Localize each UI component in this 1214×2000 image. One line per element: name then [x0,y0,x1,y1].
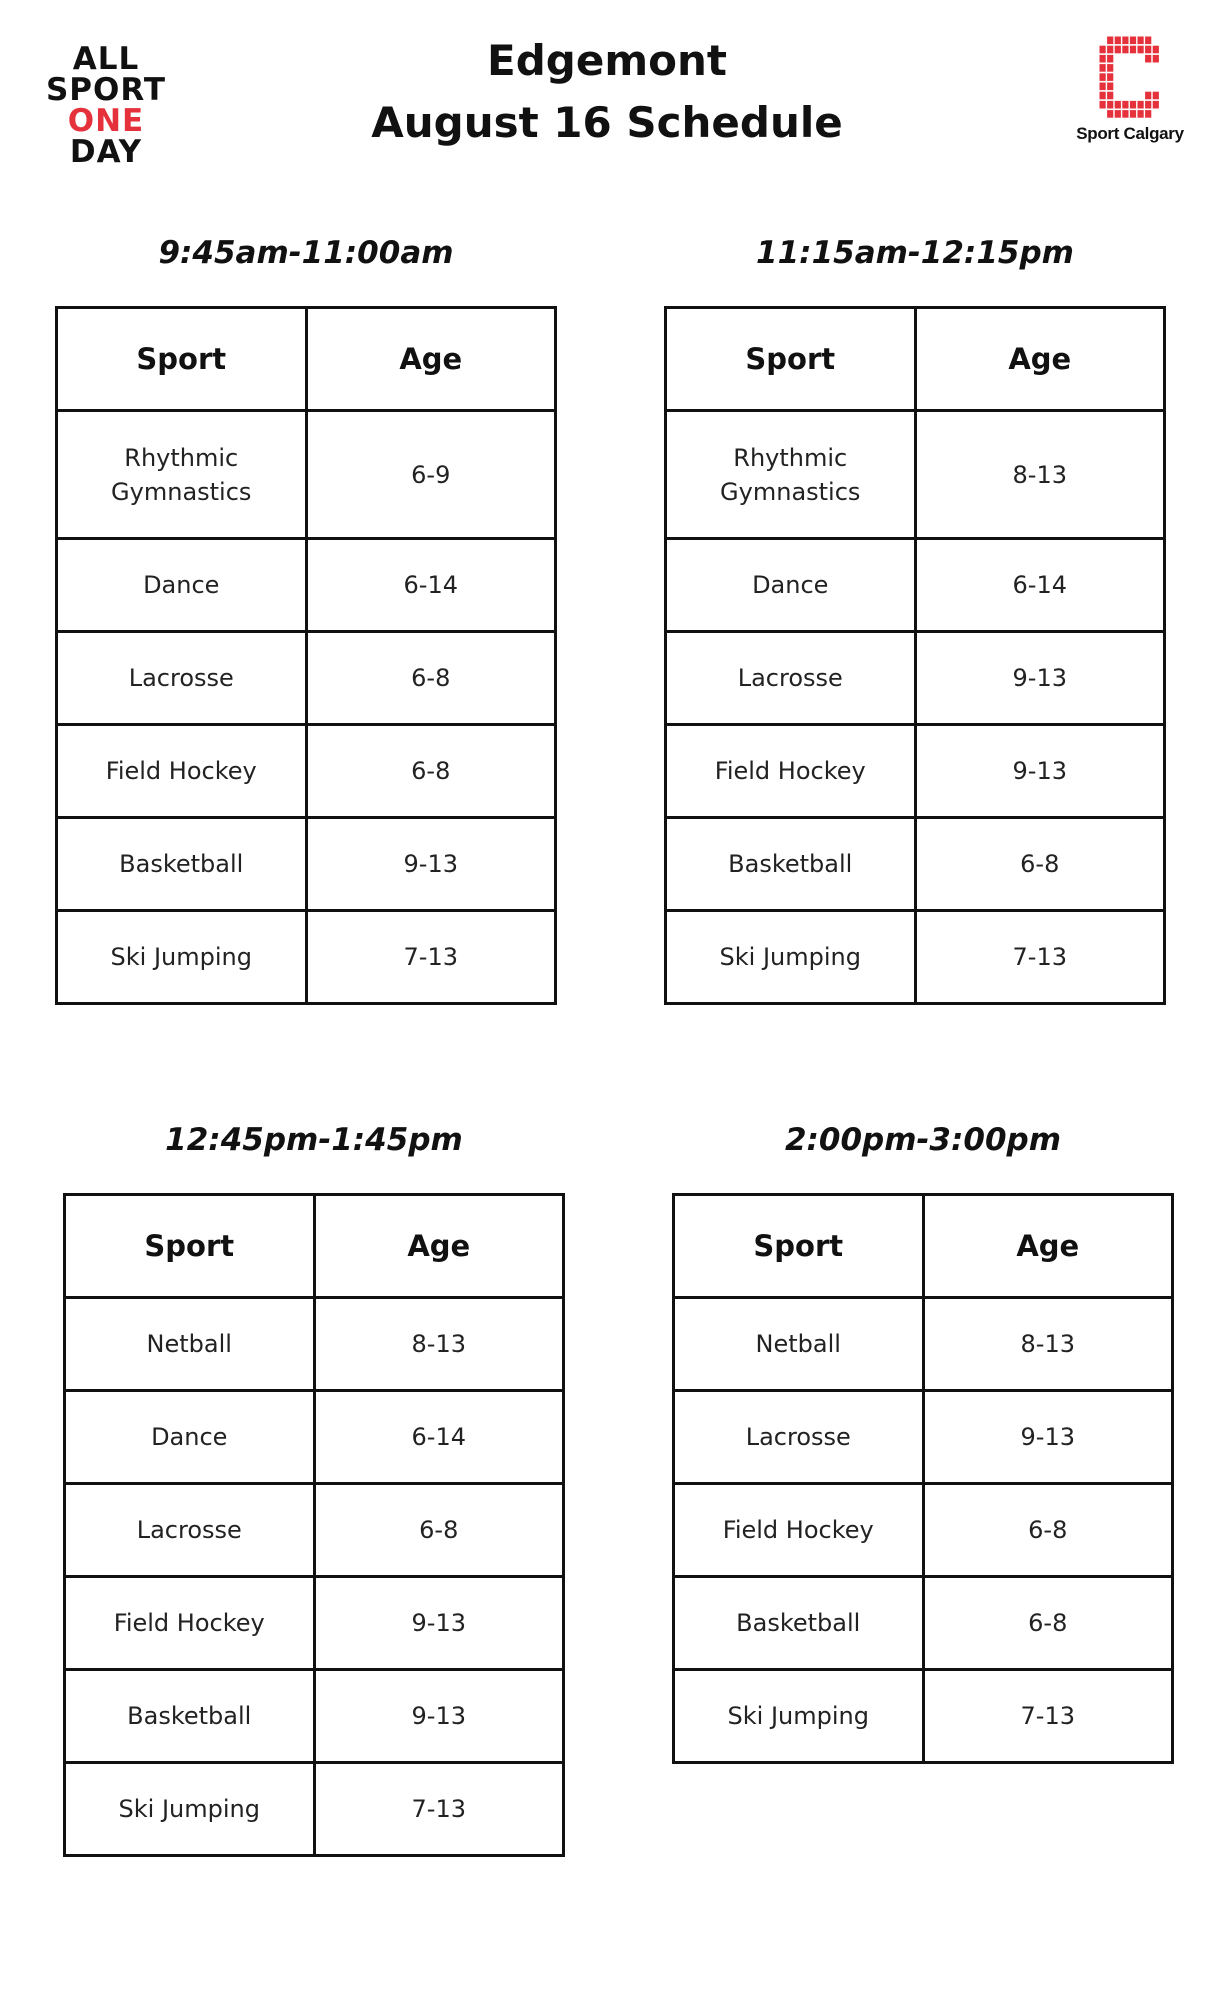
time-slot-heading: 11:15am-12:15pm [756,235,1074,271]
logo-square [1100,64,1106,72]
sport-cell: Basketball [57,818,307,911]
logo-square [1145,101,1151,109]
logo-square [1107,55,1113,63]
logo-square [1145,92,1151,100]
sport-cell: Field Hockey [674,1484,924,1577]
table-header-row [666,308,1165,411]
logo-square [1107,73,1113,81]
time-slot-heading: 12:45pm-1:45pm [165,1122,463,1158]
logo-square [1153,55,1159,63]
logo-line-day: DAY [69,134,143,170]
age-column-header: Age [306,308,556,411]
logo-square [1100,92,1106,100]
logo-square [1153,92,1159,100]
all-sport-one-day-logo [36,41,176,170]
logo-square [1100,55,1106,63]
table-row [57,632,556,725]
sport-cell: Ski Jumping [666,911,916,1004]
table-header-row [57,308,556,411]
logo-square [1122,46,1128,54]
logo-square [1100,46,1106,54]
logo-square [1145,55,1151,63]
sport-cell: Dance [65,1391,315,1484]
logo-square [1107,92,1113,100]
sport-cell: Basketball [666,818,916,911]
logo-square [1107,46,1113,54]
age-cell: 8-13 [923,1298,1173,1391]
sport-cell: Dance [57,539,307,632]
table-row [65,1670,564,1763]
age-cell: 8-13 [915,411,1165,539]
age-cell: 9-13 [314,1670,564,1763]
logo-square [1130,46,1136,54]
sport-cell: Field Hockey [666,725,916,818]
age-column-header: Age [314,1195,564,1298]
schedule-table [672,1193,1174,1764]
table-row [666,818,1165,911]
logo-square [1145,37,1151,45]
logo-square [1153,46,1159,54]
sport-cell: Basketball [65,1670,315,1763]
age-cell: 7-13 [314,1763,564,1856]
table-row [674,1670,1173,1763]
logo-square [1130,37,1136,45]
table-row [666,411,1165,539]
logo-square [1107,101,1113,109]
logo-square [1100,73,1106,81]
logo-square [1130,110,1136,118]
time-slot-heading: 9:45am-11:00am [158,235,454,271]
age-cell: 9-13 [314,1577,564,1670]
age-cell: 6-14 [314,1391,564,1484]
schedule-block-3 [63,1115,565,1857]
logo-square [1107,110,1113,118]
table-row [57,818,556,911]
logo-square [1115,101,1121,109]
page-title [257,30,957,154]
sport-calgary-logo [1070,36,1190,144]
age-cell: 6-14 [915,539,1165,632]
title-line-location: Edgemont [487,36,727,85]
sport-cell: Field Hockey [65,1577,315,1670]
sport-column-header: Sport [666,308,916,411]
sport-column-header: Sport [57,308,307,411]
logo-square [1138,101,1144,109]
schedule-table [664,306,1166,1005]
logo-square [1100,83,1106,91]
age-cell: 9-13 [306,818,556,911]
age-cell: 6-8 [923,1484,1173,1577]
sport-cell: Lacrosse [57,632,307,725]
logo-square [1122,110,1128,118]
age-cell: 7-13 [923,1670,1173,1763]
age-cell: 6-8 [306,725,556,818]
age-cell: 6-8 [306,632,556,725]
logo-square [1122,101,1128,109]
table-row [65,1577,564,1670]
logo-line-all: ALL [72,41,140,77]
logo-square [1138,37,1144,45]
table-row [666,911,1165,1004]
age-cell: 6-8 [923,1577,1173,1670]
sport-cell: Netball [65,1298,315,1391]
table-row [674,1484,1173,1577]
age-cell: 6-14 [306,539,556,632]
table-row [674,1298,1173,1391]
age-cell: 6-8 [314,1484,564,1577]
schedule-table [63,1193,565,1857]
sport-cell: Rhythmic Gymnastics [666,411,916,539]
sport-cell: Netball [674,1298,924,1391]
sport-cell: Lacrosse [674,1391,924,1484]
sport-cell: Basketball [674,1577,924,1670]
logo-square [1115,37,1121,45]
sport-calgary-logo-text: Sport Calgary [1076,124,1184,143]
logo-square [1122,37,1128,45]
sport-cell: Rhythmic Gymnastics [57,411,307,539]
age-cell: 9-13 [915,725,1165,818]
age-cell: 7-13 [915,911,1165,1004]
logo-square [1115,46,1121,54]
table-row [65,1391,564,1484]
table-row [57,539,556,632]
table-header-row [65,1195,564,1298]
table-row [65,1763,564,1856]
logo-square [1107,37,1113,45]
logo-square [1145,110,1151,118]
logo-square [1145,46,1151,54]
age-cell: 8-13 [314,1298,564,1391]
logo-square [1138,110,1144,118]
logo-square [1138,46,1144,54]
age-cell: 9-13 [915,632,1165,725]
table-row [666,725,1165,818]
logo-square [1153,101,1159,109]
table-row [57,411,556,539]
table-row [666,539,1165,632]
sport-column-header: Sport [65,1195,315,1298]
logo-line-one: ONE [67,103,145,139]
schedule-block-1 [55,228,557,1005]
time-slot-heading: 2:00pm-3:00pm [784,1122,1062,1158]
sport-cell: Lacrosse [65,1484,315,1577]
age-cell: 7-13 [306,911,556,1004]
logo-square [1100,101,1106,109]
logo-line-sport: SPORT [45,72,167,108]
sport-column-header: Sport [674,1195,924,1298]
sport-cell: Ski Jumping [674,1670,924,1763]
sport-cell: Field Hockey [57,725,307,818]
sport-cell: Ski Jumping [57,911,307,1004]
table-row [666,632,1165,725]
age-cell: 6-8 [915,818,1165,911]
sport-cell: Dance [666,539,916,632]
sport-cell: Lacrosse [666,632,916,725]
age-column-header: Age [923,1195,1173,1298]
title-line-date: August 16 Schedule [371,98,843,147]
table-row [674,1391,1173,1484]
schedule-table [55,306,557,1005]
logo-square [1107,64,1113,72]
logo-square [1130,101,1136,109]
age-cell: 9-13 [923,1391,1173,1484]
table-row [65,1484,564,1577]
table-header-row [674,1195,1173,1298]
age-cell: 6-9 [306,411,556,539]
logo-square [1115,110,1121,118]
sport-cell: Ski Jumping [65,1763,315,1856]
table-row [674,1577,1173,1670]
schedule-block-2 [664,228,1166,1005]
schedule-block-4 [672,1115,1174,1764]
logo-square [1107,83,1113,91]
age-column-header: Age [915,308,1165,411]
table-row [65,1298,564,1391]
sport-calgary-c-icon [1099,36,1161,120]
table-row [57,911,556,1004]
table-row [57,725,556,818]
